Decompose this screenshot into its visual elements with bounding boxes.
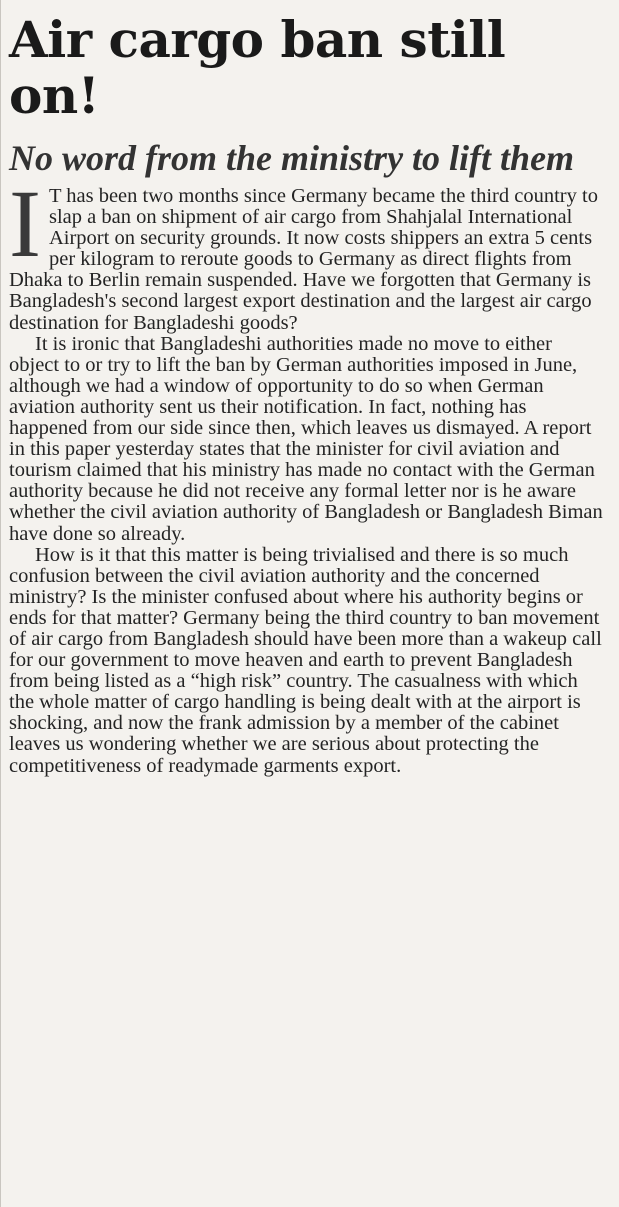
article-body [9, 170, 605, 777]
paragraph-3: How is it that this matter is being trivialised and there is so much confusion between the civil aviation authority and the concerned ministry? Is the minister confused about where his authority begins or ends for that matter? Germany being the third country to ban movement of air cargo from Bangladesh should have been more than a wakeup call for our government to move heaven and earth to prevent Bangladesh from being listed as a “high risk” country. The casualness with which the whole matter of cargo handling is being dealt with at the airport is shocking, and now the frank admission by a member of the cabinet leaves us wondering whether we are serious about protecting the competitiveness of readymade garments export. [9, 543, 602, 777]
subheadline: No word from the ministry to lift them [9, 138, 575, 178]
paragraph-1 [9, 170, 605, 334]
headline: Air cargo ban still on! [9, 10, 506, 125]
paragraph-2: It is ironic that Bangladeshi authorities made no move to either object to or try to lift the ban by German authorities imposed in June, although we had a window of opportunity to do so when German aviation authority sent us their notification. In fact, nothing has happened from our side since then, which leaves us dismayed. A report in this paper yesterday states that the minister for civil aviation and tourism claimed that his ministry has made no contact with the German authority because he did not receive any formal letter nor is he aware whether the civil aviation authority of Bangladesh or Bangladesh Biman have done so already. [9, 332, 603, 545]
paragraph-1-text: T has been two months since Germany became the third country to slap a ban on shipment of air cargo from Shahjalal International Airport on security grounds. It now costs shippers an extra 5 cents per kilogram to reroute goods to Germany as direct flights from Dhaka to Berlin remain suspended. Have we forgotten that Germany is Bangladesh's second largest export destination and the largest air cargo destination for Bangladeshi goods? [9, 185, 598, 334]
drop-cap: I [9, 170, 41, 277]
